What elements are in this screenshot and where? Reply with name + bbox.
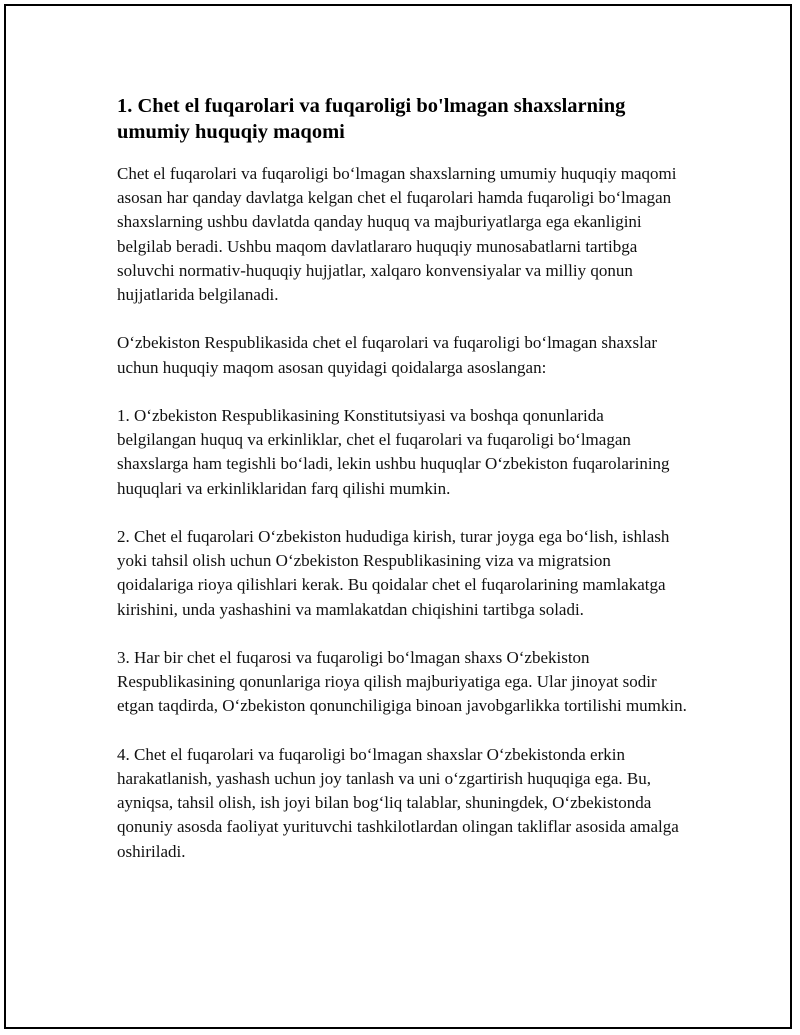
intro-paragraph: Chet el fuqarolari va fuqaroligi bo‘lmagan shaxslarning umumiy huquqiy maqomi asosan har qanday davlatga kelgan chet el fuqarolari hamda fuqaroligi bo‘lmagan shaxslarning ushbu davlatda qanday huquq va majburiyatlarga ega ekanligini belgilab beradi. Ushbu maqom davlatlararo huquqiy munosabatlarni tartibga soluvchi normativ-huquqiy hujjatlar, xalqaro konvensiyalar va milliy qonun hujjatlarida belgilanadi. (117, 164, 677, 305)
principles-intro-paragraph: O‘zbekiston Respublikasida chet el fuqarolari va fuqaroligi bo‘lmagan shaxslar uchun huquqiy maqom asosan quyidagi qoidalarga asoslangan: (117, 333, 658, 377)
principle-3-paragraph: 3. Har bir chet el fuqarosi va fuqaroligi bo‘lmagan shaxs O‘zbekiston Respublikasining qonunlariga rioya qilish majburiyatiga ega. Ular jinoyat sodir etgan taqdirda, O‘zbekiston qonunchiligiga binoan javobgarlikka tortilishi mumkin. (117, 648, 687, 716)
document-body (117, 93, 687, 888)
principle-1-paragraph: 1. O‘zbekiston Respublikasining Konstitutsiyasi va boshqa qonunlarida belgilangan huquq va erkinliklar, chet el fuqarolari va fuqaroligi bo‘lmagan shaxslarga ham tegishli bo‘ladi, lekin ushbu huquqlar O‘zbekiston fuqarolarining huquqlari va erkinliklaridan farq qilishi mumkin. (117, 406, 670, 498)
principle-2-paragraph: 2. Chet el fuqarolari O‘zbekiston hududiga kirish, turar joyga ega bo‘lish, ishlash yoki tahsil olish uchun O‘zbekiston Respublikasining viza va migratsion qoidalariga rioya qilishlari kerak. Bu qoidalar chet el fuqarolarining mamlakatga kirishini, unda yashashini va mamlakatdan chiqishini tartibga soladi. (117, 527, 670, 619)
principle-4-paragraph: 4. Chet el fuqarolari va fuqaroligi bo‘lmagan shaxslar O‘zbekistonda erkin harakatlanish, yashash uchun joy tanlash va uni o‘zgartirish huquqiga ega. Bu, ayniqsa, tahsil olish, ish joyi bilan bog‘liq talablar, shuningdek, O‘zbekistonda qonuniy asosda faoliyat yurituvchi tashkilotlardan olingan takliflar asosida amalga oshiriladi. (117, 744, 679, 861)
section-heading: 1. Chet el fuqarolari va fuqaroligi bo'lmagan shaxslarning umumiy huquqiy maqomi (117, 95, 626, 143)
